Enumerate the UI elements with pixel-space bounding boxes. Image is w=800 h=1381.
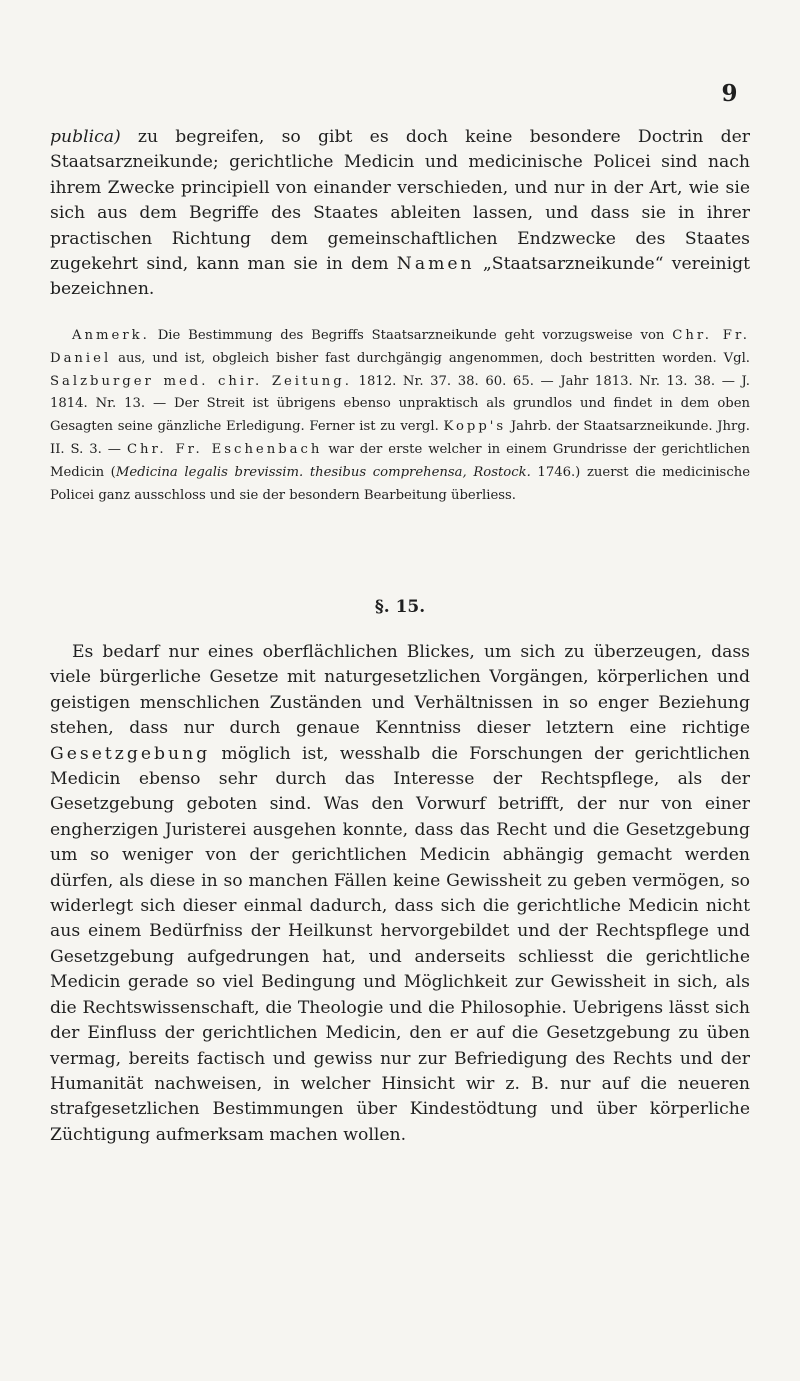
author-name: Kopp's xyxy=(443,419,507,435)
paragraph-text: Es bedarf nur eines oberflächlichen Blickes, um sich zu überzeugen, dass viele bürgerliche Gesetze mit naturgesetzlichen Vorgängen, körperlichen und geistigen menschlichen Zuständen und Verhältnissen in so enger Beziehung stehen, dass nur durch genaue Kenntniss dieser letztern eine richtige xyxy=(50,642,750,739)
remark-text: aus, und ist, obgleich bisher fast durchgängig angenommen, doch bestritten worden. Vgl. xyxy=(111,350,750,366)
remark-text: 1746.) zuerst die medicinische Policei ganz ausschloss und sie der besondern Bearbeitung überliess. xyxy=(50,464,751,503)
remark-text: Die Bestimmung des Begriffs Staatsarzneikunde geht vorzugsweise von xyxy=(149,328,673,343)
paragraph-text: möglich ist, wesshalb die Forschungen der gerichtlichen Medicin ebenso sehr durch das Interesse der Rechtspflege, als der Gesetzgebung geboten sind. Was den Vorwurf betrifft, der nur von einer engherzigen Juristerei ausgehen konnte, dass das Recht und die Gesetzgebung um so weniger von der gerichtlichen Medicin abhängig gemacht werden dürfen, als diese in so manchen Fällen keine Gewissheit zu geben vermögen, so widerlegt sich dieser einmal dadurch, dass sich die gerichtliche Medicin nicht aus einem Bedürfniss der Heilkunst hervorgebildet und der Rechtspflege und Gesetzgebung aufgedrungen hat, und anderseits schliesst die gerichtliche Medicin gerade so viel Bedingung und Möglichkeit zur Gewissheit in sich, als die Rechtswissenschaft, die Theologie und die Philosophie. Uebrigens lässt sich der Einfluss der gerichtlichen Medicin, den er auf die Gesetzgebung zu üben vermag, bereits factisch und gewiss nur zur Befriedigung des Rechts und der Humanität nachweisen, in welcher Hinsicht wir z. B. nur auf die neueren strafgesetzlichen Bestimmungen über Kindestödtung und über körperliche Züchtigung aufmerksam machen wollen. xyxy=(50,743,750,1145)
remark-label: Anmerk. xyxy=(72,328,150,343)
continued-paragraph xyxy=(50,125,750,303)
footnote-remark xyxy=(50,325,750,507)
section-heading: §. 15. xyxy=(374,597,426,617)
author-name: Chr. Fr. Daniel xyxy=(50,328,750,366)
journal-name: Salzburger med. chir. Zeitung. xyxy=(50,373,352,389)
spaced-emphasis: Gesetzgebung xyxy=(50,743,211,764)
section-paragraph xyxy=(50,640,750,1148)
paragraph-text: zu begreifen, so gibt es doch keine besondere Doctrin der Staatsarzneikunde; gerichtliche Medicin und medicinische Policei sind nach ihrem Zwecke principiell von einander verschieden, und nur in der Art, wie sie sich aus dem Begriffe des Staates ableiten lassen, und dass sie in ihrer practischen Richtung dem gemeinschaftlichen Endzwecke des Staates zugekehrt sind, kann man sie in dem xyxy=(50,127,750,275)
author-name: Chr. Fr. Eschenbach xyxy=(126,441,323,457)
italic-lead: publica) xyxy=(50,127,121,147)
remark-text: war der erste welcher in einem Grundrisse der gerichtlichen Medicin ( xyxy=(50,441,751,480)
paragraph-text: „Staatsarzneikunde“ vereinigt bezeichnen. xyxy=(50,254,750,300)
page-number: 9 xyxy=(721,80,738,107)
italic-title: Medicina legalis brevissim. thesibus comprehensa, Rostock. xyxy=(115,464,531,480)
spaced-emphasis: Namen xyxy=(396,254,475,275)
remark-text: 1812. Nr. 37. 38. 60. 65. — Jahr 1813. Nr. 13. 38. — J. 1814. Nr. 13. — Der Streit ist übrigens ebenso unpraktisch als grundlos und findet in dem oben Gesagten seine gänzliche Erledigung. Ferner ist zu vergl. xyxy=(50,373,750,435)
remark-text: Jahrb. der Staatsarzneikunde. Jhrg. II. S. 3. — xyxy=(50,419,750,457)
